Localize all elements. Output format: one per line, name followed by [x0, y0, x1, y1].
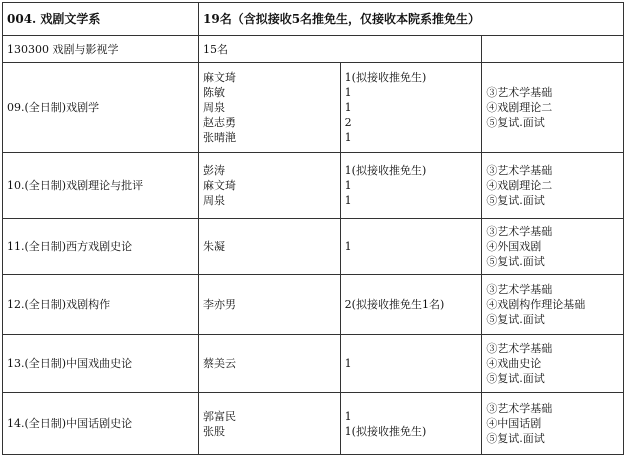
admissions-table: [2, 2, 624, 455]
program-name: 10.(全日制)戏剧理论与批评: [3, 153, 199, 219]
supervisor-name-cell: [199, 63, 341, 153]
exam-subject-cell: [482, 219, 624, 275]
supervisor-name-cell: [199, 219, 341, 275]
exam-subject: ⑤复试.面试: [486, 194, 545, 207]
quota-count: 1: [344, 357, 352, 370]
program-name: 14.(全日制)中国话剧史论: [3, 393, 199, 455]
exam-subject-cell: [482, 393, 624, 455]
program-row: [3, 393, 624, 455]
supervisor-name-cell: [199, 335, 341, 393]
exam-subject-cell: [482, 275, 624, 335]
quota-count: 1: [344, 409, 352, 423]
quota-count: 2(拟接收推免生1名): [344, 298, 445, 311]
major-row: [3, 36, 624, 63]
quota-count: 1: [344, 194, 352, 207]
program-row: [3, 335, 624, 393]
supervisor-name-cell: [199, 153, 341, 219]
supervisor-name: 周泉: [203, 194, 225, 207]
program-row: [3, 63, 624, 153]
exam-subject: ⑤复试.面试: [486, 255, 545, 268]
exam-subject: ④戏剧理论二: [486, 179, 553, 192]
major-exam-empty: [482, 36, 624, 63]
supervisor-name: 张晴滟: [203, 131, 236, 144]
quota-count: 1: [344, 101, 352, 114]
program-name: 09.(全日制)戏剧学: [3, 63, 199, 153]
supervisor-name: 郭富民: [203, 409, 236, 423]
department-row: [3, 3, 624, 36]
program-row: [3, 219, 624, 275]
quota-count-cell: [340, 275, 482, 335]
quota-count-cell: [340, 393, 482, 455]
program-row: [3, 153, 624, 219]
quota-count: 1: [344, 131, 352, 144]
exam-subject: ④外国戏剧: [486, 240, 542, 253]
supervisor-name: 麻文琦: [203, 71, 236, 84]
program-name: 11.(全日制)西方戏剧史论: [3, 219, 199, 275]
exam-subject: ③艺术学基础: [486, 86, 553, 99]
exam-subject: ③艺术学基础: [486, 402, 553, 415]
exam-subject: ③艺术学基础: [486, 342, 553, 355]
quota-count: 2: [344, 116, 352, 129]
supervisor-name: 李亦男: [203, 298, 236, 311]
program-name: 13.(全日制)中国戏曲史论: [3, 335, 199, 393]
quota-count: 1(拟接收推免生): [344, 71, 427, 84]
supervisor-name: 麻文琦: [203, 179, 236, 192]
exam-subject-cell: [482, 153, 624, 219]
quota-count-cell: [340, 63, 482, 153]
quota-count-cell: [340, 219, 482, 275]
exam-subject: ④戏剧构作理论基础: [486, 298, 586, 311]
quota-count: 1: [344, 240, 352, 253]
exam-subject: ⑤复试.面试: [486, 432, 545, 445]
quota-count-cell: [340, 153, 482, 219]
exam-subject-cell: [482, 335, 624, 393]
quota-count: 1(拟接收推免生): [344, 424, 427, 438]
exam-subject: ④中国话剧: [486, 417, 542, 430]
supervisor-name: 蔡美云: [203, 357, 236, 370]
supervisor-name: 朱凝: [203, 240, 225, 253]
supervisor-name: 彭涛: [203, 164, 225, 177]
quota-count: 1: [344, 86, 352, 99]
exam-subject-cell: [482, 63, 624, 153]
major-name: 130300 戏剧与影视学: [3, 36, 199, 63]
major-quota: 15名: [199, 36, 482, 63]
quota-count-cell: [340, 335, 482, 393]
exam-subject: ⑤复试.面试: [486, 313, 545, 326]
supervisor-name: 周泉: [203, 101, 225, 114]
supervisor-name-cell: [199, 393, 341, 455]
exam-subject: ③艺术学基础: [486, 225, 553, 238]
exam-subject: ③艺术学基础: [486, 164, 553, 177]
exam-subject: ③艺术学基础: [486, 283, 553, 296]
exam-subject: ⑤复试.面试: [486, 372, 545, 385]
supervisor-name-cell: [199, 275, 341, 335]
department-name: 004. 戏剧文学系: [3, 3, 199, 36]
department-quota: 19名（含拟接收5名推免生，仅接收本院系推免生）: [199, 3, 624, 36]
exam-subject: ⑤复试.面试: [486, 116, 545, 129]
supervisor-name: 赵志勇: [203, 116, 236, 129]
quota-count: 1(拟接收推免生): [344, 164, 427, 177]
supervisor-name: 张股: [203, 424, 225, 438]
supervisor-name: 陈敏: [203, 86, 225, 99]
program-name: 12.(全日制)戏剧构作: [3, 275, 199, 335]
program-row: [3, 275, 624, 335]
quota-count: 1: [344, 179, 352, 192]
exam-subject: ④戏剧理论二: [486, 101, 553, 114]
exam-subject: ④戏曲史论: [486, 357, 542, 370]
